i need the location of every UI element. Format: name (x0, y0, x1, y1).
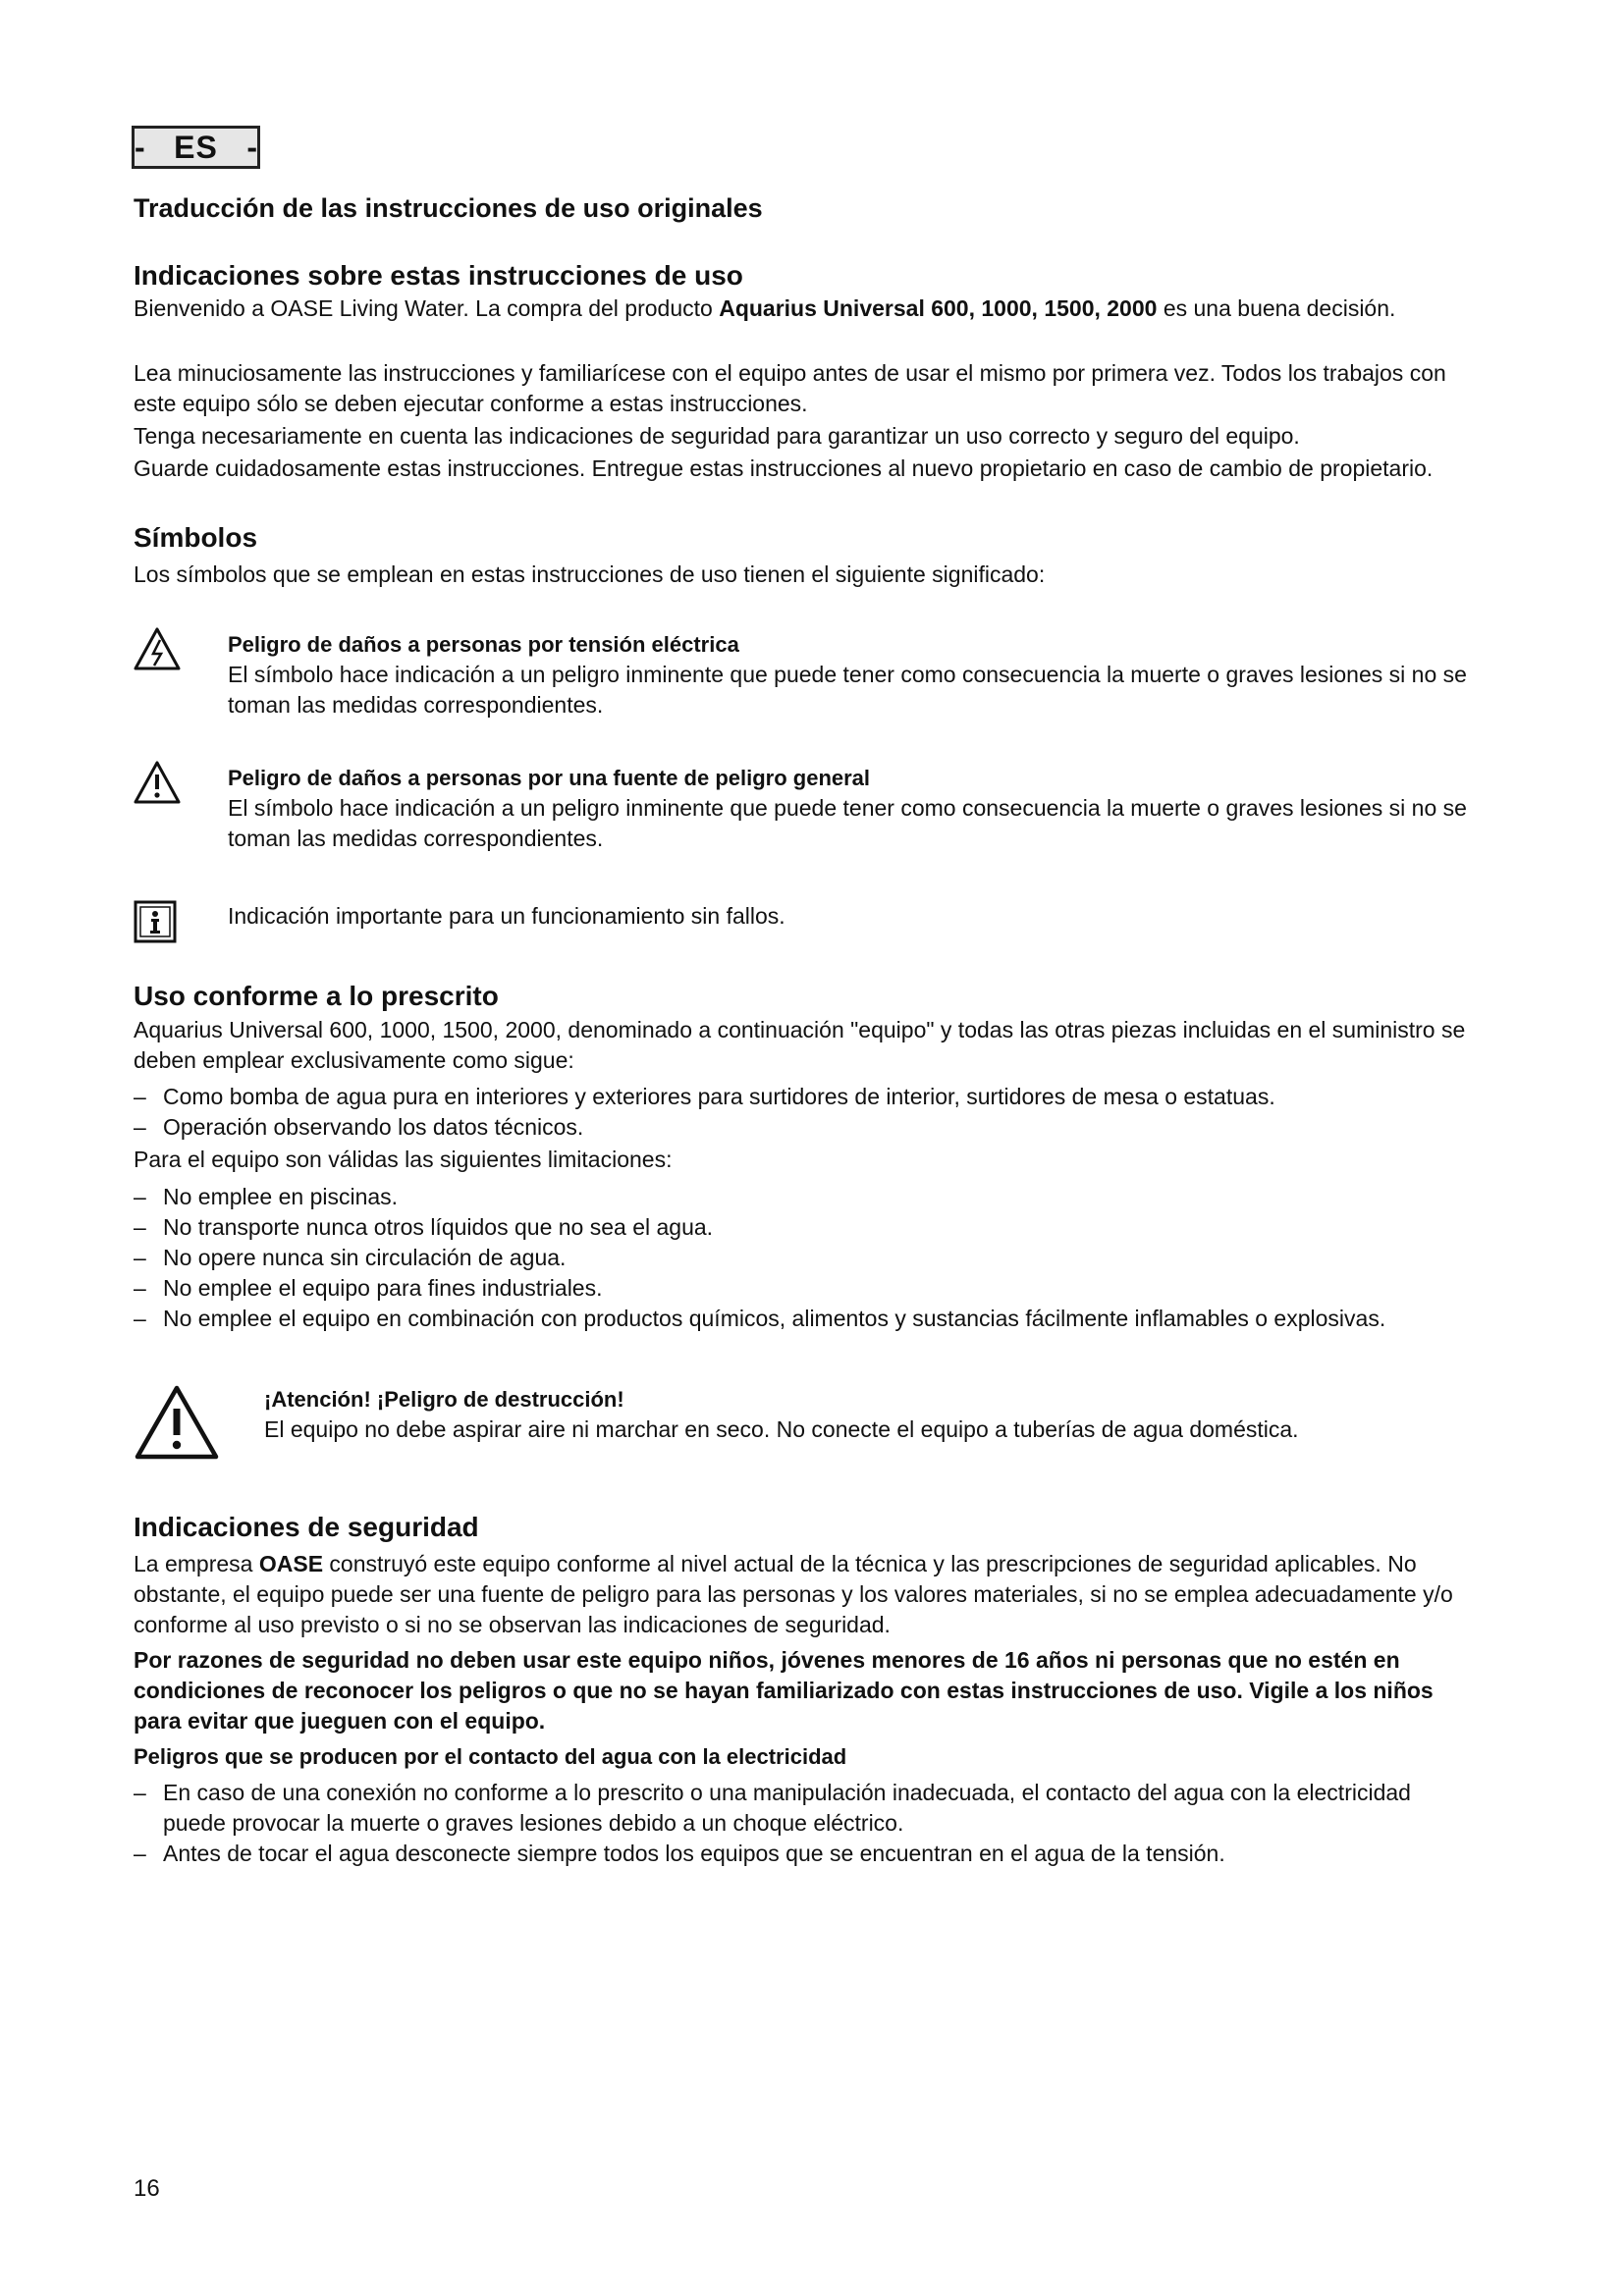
intended-use-heading: Uso conforme a lo prescrito (134, 981, 499, 1011)
symbols-heading: Símbolos (134, 522, 258, 553)
limits-list (134, 1182, 1469, 1334)
symbol-info (134, 897, 1469, 956)
safety-paragraph-2: Por razones de seguridad no deben usar este equipo niños, jóvenes menores de 16 años ni personas que no estén en condiciones de reconocer los peligros o que no se hayan familiarizado con estas instrucciones de uso. Vigile a los niños para evitar que jueguen con el equipo. (134, 1647, 1434, 1734)
list-item: – No emplee el equipo en combinación con productos químicos, alimentos y sustancias fácilmente inflamables o explosivas. (134, 1304, 1469, 1334)
electricity-hazard-list (134, 1778, 1469, 1869)
lang-dash-right: - (246, 130, 257, 165)
general-hazard-icon (134, 760, 181, 810)
warning-text: El equipo no debe aspirar aire ni marchar en seco. No conecte el equipo a tuberías de agua doméstica. (264, 1416, 1299, 1442)
safety-paragraph-1: La empresa OASE construyó este equipo conforme al nivel actual de la técnica y las prescripciones de seguridad aplicables. No obstante, el equipo puede ser una fuente de peligro para las personas y los valores materiales, si no se emplea adecuadamente y/o conforme al uso previsto o si no se observan las indicaciones de seguridad. (134, 1551, 1453, 1637)
list-item: – No opere nunca sin circulación de agua. (134, 1243, 1469, 1273)
warning-title: ¡Atención! ¡Peligro de destrucción! (264, 1387, 624, 1412)
symbols-intro: Los símbolos que se emplean en estas instrucciones de uso tienen el siguiente significado: (134, 561, 1046, 587)
limits-intro: Para el equipo son válidas las siguientes limitaciones: (134, 1147, 673, 1172)
list-item: – Antes de tocar el agua desconecte siempre todos los equipos que se encuentran en el agua de la tensión. (134, 1839, 1469, 1869)
list-item: – Operación observando los datos técnicos. (134, 1112, 1469, 1143)
language-badge (132, 126, 260, 169)
symbol-title: Peligro de daños a personas por una fuente de peligro general (228, 766, 871, 790)
warning-icon (134, 1384, 220, 1466)
lang-code: ES (174, 129, 218, 165)
electricity-subheading: Peligros que se producen por el contacto del agua con la electricidad (134, 1744, 847, 1769)
safety-heading: Indicaciones de seguridad (134, 1512, 479, 1542)
list-item: – No transporte nunca otros líquidos que no sea el agua. (134, 1212, 1469, 1243)
symbol-description: El símbolo hace indicación a un peligro inminente que puede tener como consecuencia la muerte o graves lesiones si no se toman las medidas correspondientes. (228, 662, 1467, 718)
list-item: – En caso de una conexión no conforme a lo prescrito o una manipulación inadecuada, el contacto del agua con la electricidad puede provocar la muerte o graves lesiones debido a un choque eléctrico. (134, 1778, 1469, 1839)
list-item: – No emplee el equipo para fines industriales. (134, 1273, 1469, 1304)
list-item: – No emplee en piscinas. (134, 1182, 1469, 1212)
symbol-description: Indicación importante para un funcionamiento sin fallos. (228, 903, 785, 929)
document-title: Traducción de las instrucciones de uso originales (134, 193, 763, 223)
about-paragraph-3: Tenga necesariamente en cuenta las indicaciones de seguridad para garantizar un uso correcto y seguro del equipo. (134, 423, 1300, 449)
about-heading: Indicaciones sobre estas instrucciones de uso (134, 260, 743, 291)
company-name: OASE (258, 1551, 324, 1576)
about-paragraph-2: Lea minuciosamente las instrucciones y familiarícese con el equipo antes de usar el mismo por primera vez. Todos los trabajos con este equipo sólo se deben ejecutar conforme a estas instrucciones. (134, 360, 1446, 416)
info-icon (134, 900, 177, 948)
list-item: – Como bomba de agua pura en interiores y exteriores para surtidores de interior, surtidores de mesa o estatuas. (134, 1082, 1469, 1112)
symbol-electric-hazard (134, 626, 1469, 724)
product-name: Aquarius Universal 600, 1000, 1500, 2000 (719, 295, 1158, 321)
symbol-general-hazard (134, 760, 1469, 858)
destruction-warning (134, 1384, 1469, 1472)
symbol-description: El símbolo hace indicación a un peligro inminente que puede tener como consecuencia la muerte o graves lesiones si no se toman las medidas correspondientes. (228, 795, 1467, 851)
about-paragraph-1: Bienvenido a OASE Living Water. La compra del producto Aquarius Universal 600, 1000, 1500, 2000 es una buena decisión. (134, 295, 1396, 321)
symbol-title: Peligro de daños a personas por tensión eléctrica (228, 632, 739, 657)
about-paragraph-4: Guarde cuidadosamente estas instrucciones. Entregue estas instrucciones al nuevo propietario en caso de cambio de propietario. (134, 455, 1434, 481)
electric-hazard-icon (134, 626, 181, 676)
intended-use-intro: Aquarius Universal 600, 1000, 1500, 2000, denominado a continuación "equipo" y todas las otras piezas incluidas en el suministro se deben emplear exclusivamente como sigue: (134, 1017, 1466, 1073)
lang-dash-left: - (135, 130, 145, 165)
intended-use-list (134, 1082, 1469, 1143)
page-number: 16 (134, 2175, 160, 2202)
